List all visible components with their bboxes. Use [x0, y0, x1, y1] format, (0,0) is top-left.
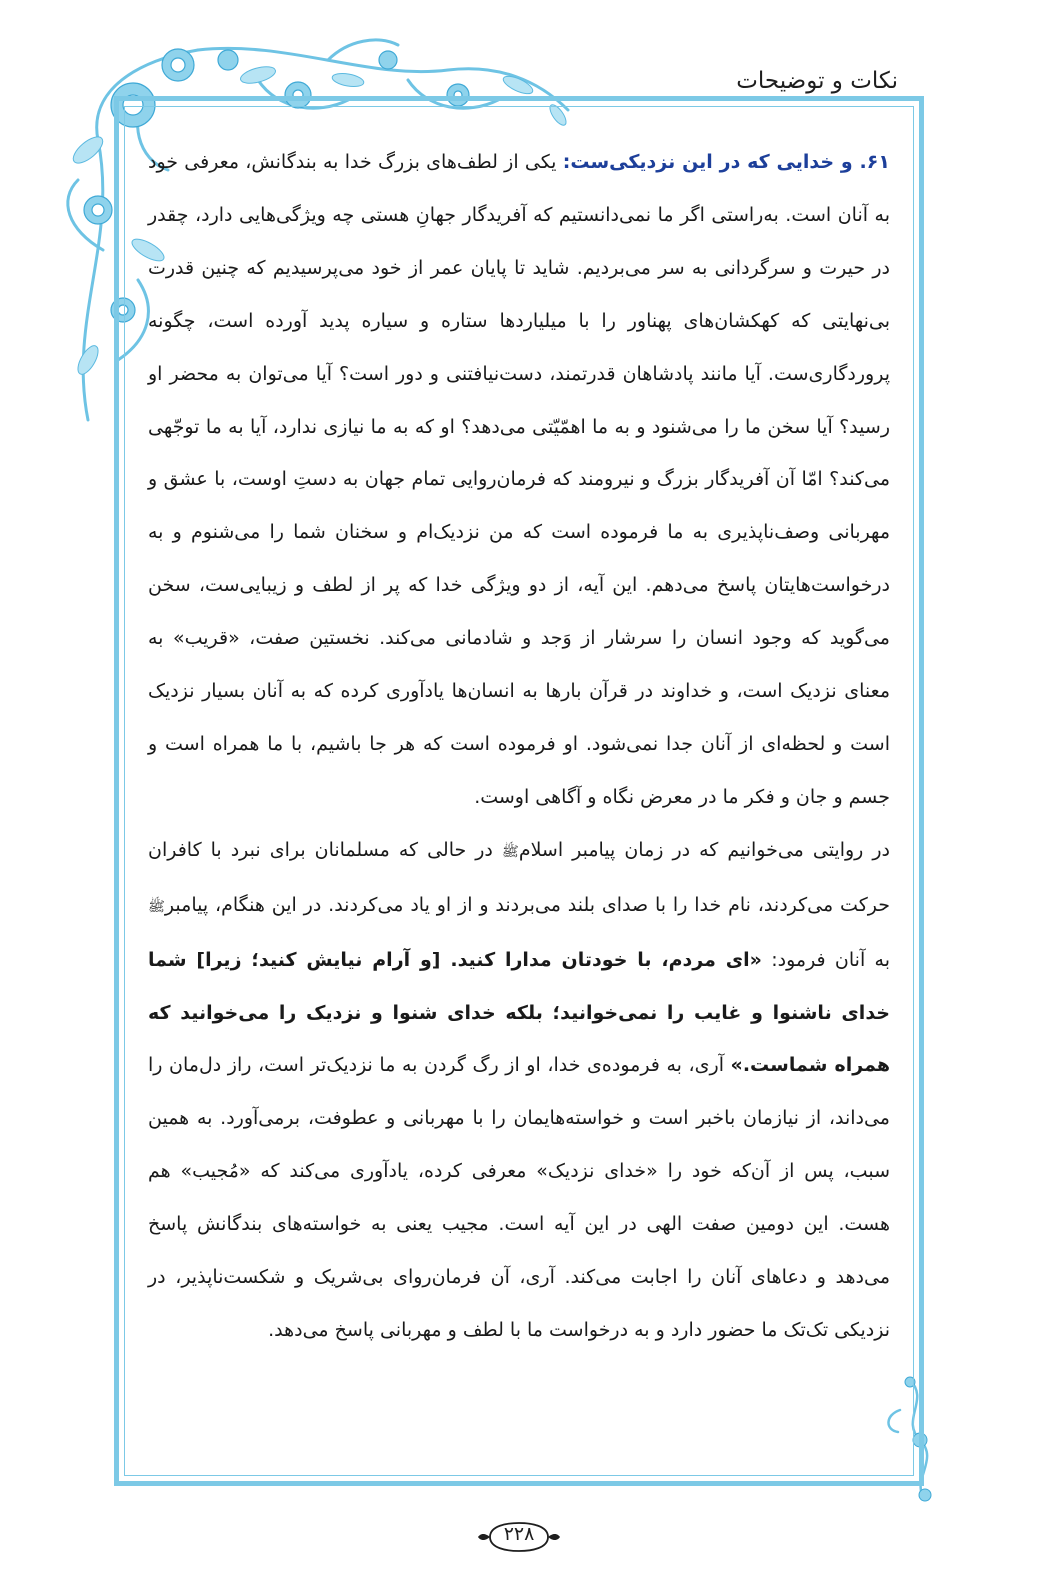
note-heading: ۶۱. و خدایی که در این نزدیکی‌ست:	[562, 151, 890, 173]
narration-text-2: در حالی که مسلمانان برای نبرد با کافران حرکت می‌کردند، نام خدا را با صدای بلند می‌بردند و از او یاد می‌کردند. در این هنگام، پیامبر	[148, 838, 890, 916]
prophet-quote: «ای مردم، با خودتان مدارا کنید. [و آرام نیایش کنید؛ زیرا] شما خدای ناشنوا و غایب را نمی‌خوانید؛ بلکه خدای شنوا و نزدیک را می‌خوانید که همراه شماست.»	[148, 948, 891, 1077]
note-body: یکی از لطف‌های بزرگ خدا به بندگانش، معرفی خود به آنان است. به‌راستی اگر ما نمی‌دانستیم که آفریدگار جهانِ هستی چه ویژگی‌هایی دارد، چقدر در حیرت و سرگردانی به سر می‌بردیم. شاید تا پایان عمر از خود می‌پرسیدیم که چنین قدرت بی‌نهایتی که کهکشان‌های پهناور را با میلیاردها ستاره و سیاره پدید آورده است، چگونه پروردگاری‌ست. آیا مانند پادشاهان قدرتمند، دست‌نیافتنی و دور است؟ آیا می‌توان به محضر او رسید؟ آیا سخن ما را می‌شنود و به ما اهمّیّتی می‌دهد؟ او که به ما نیازی ندارد، آیا به ما توجّهی می‌کند؟ امّا آن آفریدگار بزرگ و نیرومند که فرمان‌روایی تمام جهان به دستِ اوست، با عشق و مهربانی وصف‌ناپذیری به ما فرموده است که من نزدیک‌ام و سخنان شما را می‌شنوم و به درخواست‌هایتان پاسخ می‌دهم. این آیه، از دو ویژگی خدا که پر از لطف و زیبایی‌ست، سخن می‌گوید که وجود انسان را سرشار از وَجد و شادمانی می‌کند. نخستین صفت، «قریب» به معنای نزدیک است، و خداوند در قرآن بارها به انسان‌ها یادآوری کرده که به آنان بسیار نزدیک است و لحظه‌ای از آنان جدا نمی‌شود. او فرموده است که هر جا باشیم، با ما همراه است و جسم و جان و فکر ما در معرض نگاه و آگاهی اوست.	[148, 151, 890, 808]
page-number-badge	[476, 1520, 562, 1554]
narration-text-3: به آنان فرمود:	[761, 948, 890, 971]
main-content	[148, 136, 890, 1357]
narration-text-4: آری، به فرموده‌ی خدا، او از رگ گردن به ما نزدیک‌تر است، راز دل‌مان را می‌داند، از نیازمان باخبر است و خواسته‌هایمان را با مهربانی و عطوفت، برمی‌آورد. به همین سبب، پس از آن‌که خود را «خدای نزدیک» معرفی کرده، یادآوری می‌کند که «مُجیب» هم هست. این دومین صفت الهی در این آیه است. مجیب یعنی به خواسته‌های بندگانش پاسخ می‌دهد و دعاهای آنان را اجابت می‌کند. آری، آن فرمان‌روای بی‌شریک و شکست‌ناپذیر، در نزدیکی تک‌تک ما حضور دارد و به درخواست ما با لطف و مهربانی پاسخ می‌دهد.	[148, 1054, 890, 1341]
page-number: ۲۲۸	[503, 1523, 535, 1545]
narration-text-1: در روایتی می‌خوانیم که در زمان پیامبر اسلام	[518, 838, 890, 861]
prophet-honorific-icon: ﷺ	[148, 898, 165, 915]
paragraph-61	[148, 136, 890, 824]
paragraph-narration	[148, 824, 890, 1357]
section-title: نکات و توضیحات	[736, 68, 898, 94]
prophet-honorific-icon: ﷺ	[501, 843, 519, 860]
